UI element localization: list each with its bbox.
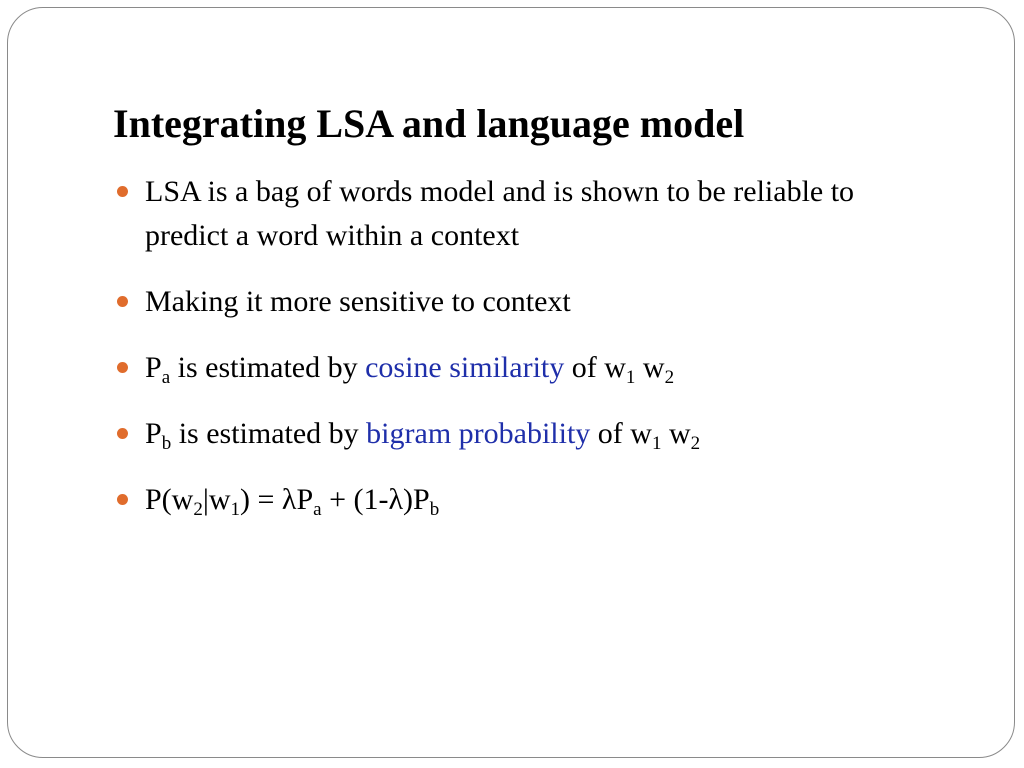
bullet-text: is estimated by <box>170 351 366 384</box>
subscript: b <box>161 433 172 454</box>
bullet-text: of w <box>564 351 626 384</box>
bullet-item <box>113 346 893 390</box>
bullet-item-formula <box>113 478 893 522</box>
formula-part: |w <box>202 483 231 516</box>
bullet-dot-icon <box>117 186 128 197</box>
bullet-text: w <box>635 351 665 384</box>
subscript: 2 <box>664 367 675 388</box>
formula-part: P(w <box>145 483 194 516</box>
bullet-text: LSA is a bag of words model and is shown to be reliable to predict a word within a context <box>145 175 855 252</box>
bullet-dot-icon <box>117 296 128 307</box>
bullet-dot-icon <box>117 494 128 505</box>
subscript: a <box>161 367 171 388</box>
subscript: 2 <box>690 433 701 454</box>
bullet-text-p: P <box>145 417 162 450</box>
bullet-text: of w <box>590 417 652 450</box>
subscript: 2 <box>193 499 203 520</box>
bullet-item <box>113 170 893 258</box>
subscript: b <box>429 499 440 520</box>
bullet-text: is estimated by <box>171 417 367 450</box>
subscript: 1 <box>625 367 636 388</box>
bullet-text: w <box>661 417 691 450</box>
formula-part: ) = λP <box>240 483 314 516</box>
subscript: 1 <box>230 499 241 520</box>
bullet-dot-icon <box>117 428 128 439</box>
highlight-term: bigram probability <box>366 417 591 450</box>
bullet-list <box>113 170 893 522</box>
bullet-text: Making it more sensitive to context <box>145 285 571 318</box>
bullet-dot-icon <box>117 362 128 373</box>
bullet-text-p: P <box>145 351 162 384</box>
slide-title: Integrating LSA and language model <box>113 101 745 146</box>
bullet-item <box>113 280 893 324</box>
bullet-item <box>113 412 893 456</box>
highlight-term: cosine similarity <box>365 351 565 384</box>
subscript: a <box>313 499 322 520</box>
subscript: 1 <box>651 433 662 454</box>
formula-part: + (1-λ)P <box>321 483 430 516</box>
